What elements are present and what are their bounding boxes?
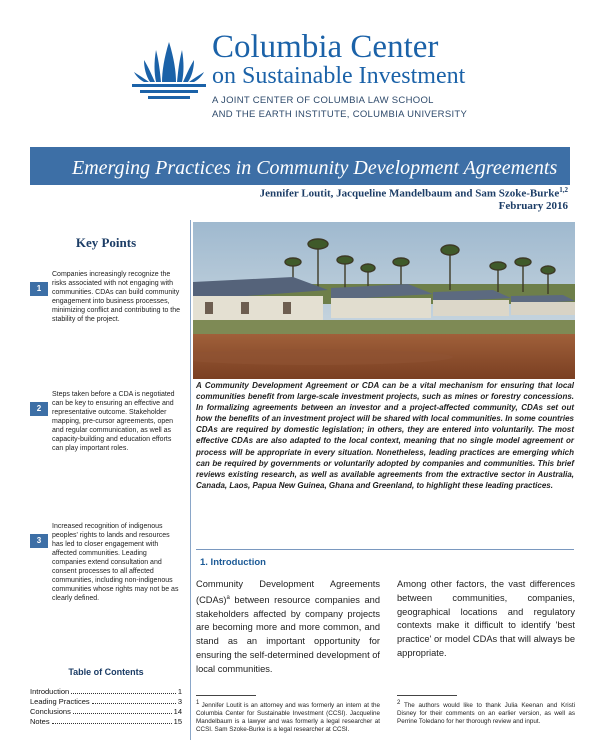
toc-title: Table of Contents [68, 667, 144, 677]
toc-entry-label: Notes [30, 717, 50, 726]
toc-leader-dots [73, 713, 172, 714]
footnote-marker: 1 [196, 700, 200, 706]
toc-entry-notes[interactable] [30, 717, 182, 727]
toc-entry-page: 1 [177, 687, 182, 696]
toc-leader-dots [52, 723, 172, 724]
toc-entry-label: Conclusions [30, 707, 71, 716]
document-authors [260, 186, 568, 200]
org-description [212, 94, 467, 122]
village-photo [193, 222, 575, 379]
table-of-contents [30, 687, 182, 727]
org-desc-line-1: A JOINT CENTER OF COLUMBIA LAW SCHOOL [212, 95, 434, 106]
section-title-introduction: 1. Introduction [200, 557, 266, 568]
document-title: Emerging Practices in Community Development Agreements [72, 157, 558, 179]
toc-leader-dots [92, 703, 176, 704]
body-text: between resource companies and stakeholders affected by company projects are becoming more and more common, and stand as an important opportunity for ensuring the self-determined development of local communities. [196, 594, 380, 674]
authors-text: Jennifer Loutit, Jacqueline Mandelbaum and Sam Szoke-Burke [259, 187, 560, 200]
key-point-text: Steps taken before a CDA is negotiated can be key to ensuring an effective and representative outcome. Stakeholder mapping, pre-cursor agreements, open and regular communication, as well as capacity-building and education efforts can play important roles. [52, 391, 175, 452]
footnote-ref: a [226, 594, 230, 601]
toc-entry-page: 15 [173, 717, 182, 726]
body-text: Community Development Agreements (CDAs) [196, 579, 380, 605]
summary-abstract: A Community Development Agreement or CDA can be a vital mechanism for ensuring that local communities benefit from large-scale investment projects, such as mines or forestry concessions. In formalizing agreements between an investor and a project-affected community, CDAs set out how the benefits of an investment project will be shared with local communities. In some countries CDAs are required by domestic legislation; in others, they are entered into voluntarily. The most effective CDAs are also adapted to the local context, meaning that no single model agreement or process will be appropriate in every situation. Nonetheless, leading practices are emerging which can be required by governments or voluntarily adopted by companies and communities. This brief reviews existing research, as well as available agreements from the extractive sector in Australia, Canada, Laos, Papua New Guinea, Ghana and Greenland, to highlight these leading practices. [196, 381, 574, 490]
footnote-divider [397, 695, 457, 696]
footnote-marker: 2 [397, 700, 401, 706]
body-column-1 [196, 578, 380, 677]
org-desc-line-2: AND THE EARTH INSTITUTE, COLUMBIA UNIVERSITY [212, 109, 468, 120]
org-name: Columbia Center [212, 29, 439, 65]
document-date: February 2016 [498, 200, 568, 212]
toc-entry-leading-practices[interactable] [30, 697, 182, 707]
header [0, 0, 600, 140]
key-point-number: 1 [30, 282, 48, 296]
columbia-center-logo-icon [128, 38, 210, 120]
key-point-text: Increased recognition of indigenous peoples' rights to lands and resources has led to closer engagement with affected communities. Leading companies extend consultation and consent processes to all affected communities, including non-indigenous communities whose rights may not be as clearly defined. [52, 523, 179, 602]
toc-entry-page: 3 [177, 697, 182, 706]
footnote-1 [196, 699, 380, 734]
org-subname: on Sustainable Investment [212, 63, 466, 89]
toc-entry-conclusions[interactable] [30, 707, 182, 717]
footnote-text: The authors would like to thank Julia Keenan and Kristi Disney for their comments on an earlier version, as well as Perrine Toledano for her thorough review and input. [397, 702, 575, 726]
key-points-title: Key Points [75, 235, 137, 250]
toc-entry-introduction[interactable] [30, 687, 182, 697]
toc-entry-label: Introduction [30, 687, 70, 696]
sidebar [30, 220, 191, 740]
key-point-text: Companies increasingly recognize the risks associated with not engaging with communities. CDAs can build community engagement into business processes, minimizing conflict and contributing to the stability of the project. [52, 271, 181, 323]
body-column-2: Among other factors, the vast differences between communities, companies, geographical locations and regulatory contexts make it difficult to identify 'best practice' or model CDAs that will always be appropriate. [397, 579, 575, 658]
toc-entry-page: 14 [173, 707, 182, 716]
section-divider [196, 549, 574, 550]
toc-entry-label: Leading Practices [30, 697, 90, 706]
footnote-text: Jennifer Loutit is an attorney and was formerly an intern at the Columbia Center for Sustainable Investment (CCSI). Jacqueline Mandelbaum is a lawyer and was formerly a legal researcher at CCSI. Sam Szoke-Burke is a legal researcher at CCSI. [196, 702, 380, 734]
footnote-2 [397, 699, 575, 726]
footnote-divider [196, 695, 256, 696]
toc-leader-dots [71, 693, 176, 694]
key-point-number: 2 [30, 402, 48, 416]
authors-footnote-ref: 1,2 [559, 186, 568, 194]
key-point-number: 3 [30, 534, 48, 548]
